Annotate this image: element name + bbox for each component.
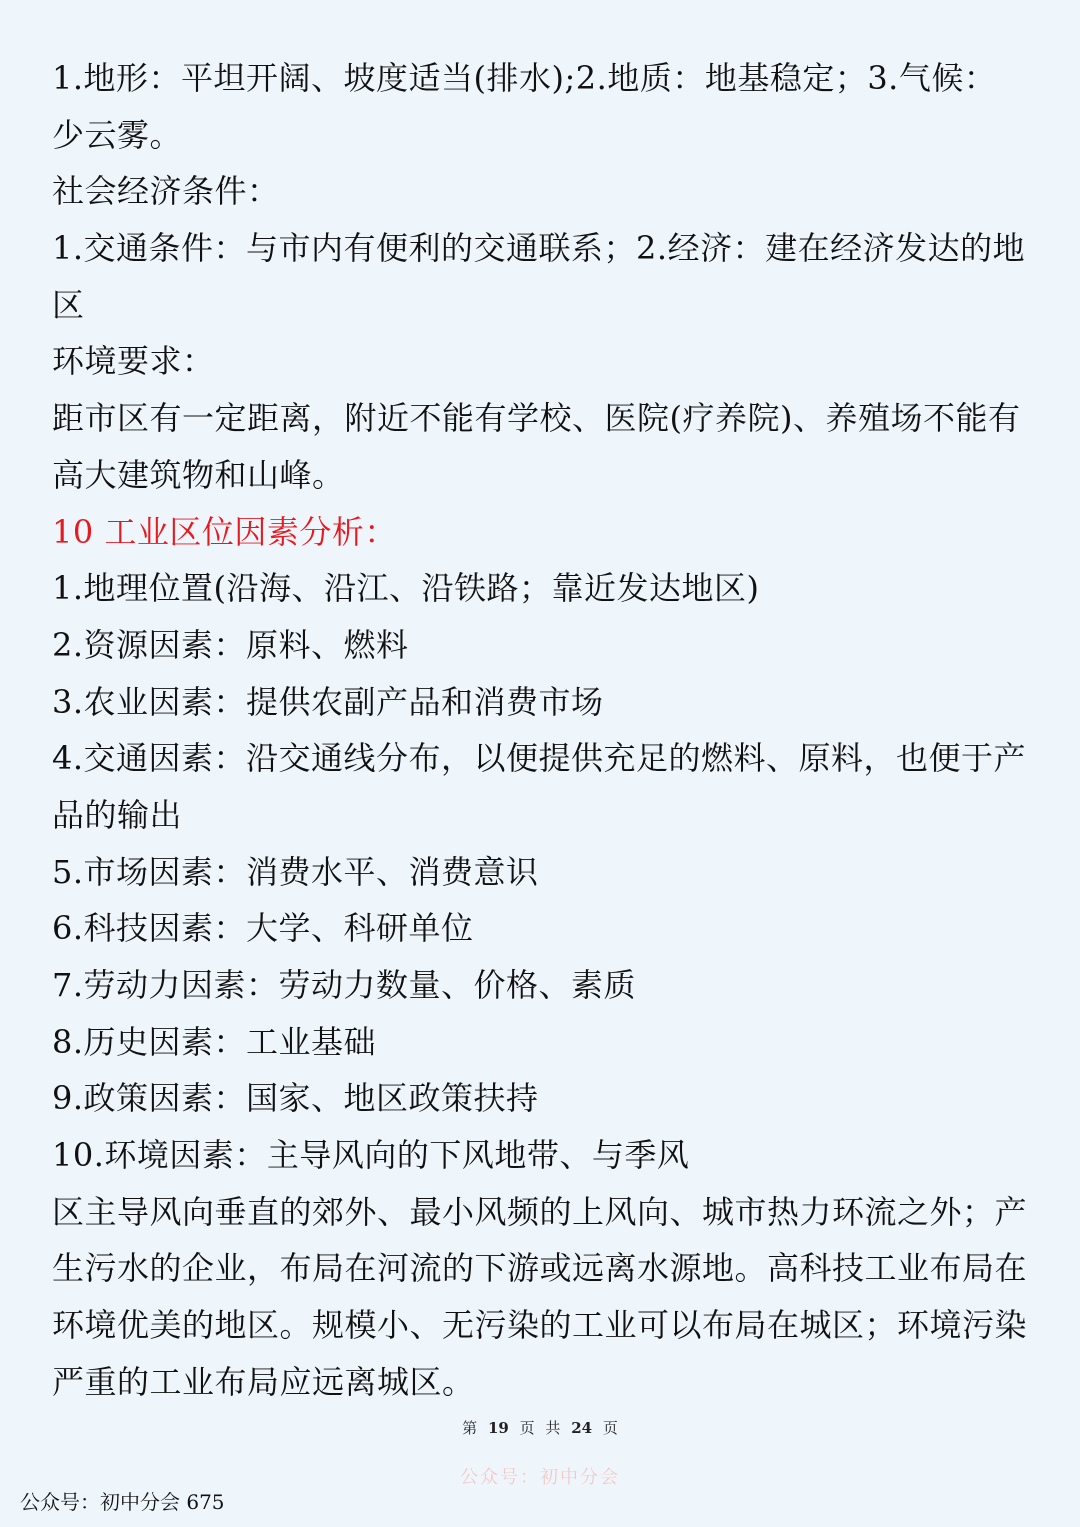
footer-prefix: 第 [462,1419,478,1437]
list-item: 2.资源因素：原料、燃料 [52,625,409,664]
list-item-continuation: 区主导风向垂直的郊外、最小风频的上风向、城市热力环流之外；产 [52,1192,1028,1231]
list-item-continuation: 环境优美的地区。规模小、无污染的工业可以布局在城区；环境污染 [52,1306,1028,1345]
list-item: 3.农业因素：提供农副产品和消费市场 [52,682,604,721]
document-body [52,50,1032,1411]
list-item: 7.劳动力因素：劳动力数量、价格、素质 [52,966,637,1004]
account-tag: 公众号：初中分会 675 [20,1490,225,1514]
text-line: 1.交通条件：与市内有便利的交通联系；2.经济：建在经济发达的地 [52,229,1026,268]
footer-suffix: 页 [602,1419,618,1437]
total-page-number: 24 [571,1419,593,1437]
list-item-continuation: 品的输出 [52,795,183,834]
text-line: 区 [52,285,85,324]
footer-page-word: 页 [519,1419,535,1437]
list-item: 4.交通因素：沿交通线分布，以便提供充足的燃料、原料，也便于产 [52,739,1027,778]
section-subheading: 社会经济条件： [52,172,280,211]
page-number-footer [0,1417,1080,1438]
list-item-continuation: 严重的工业布局应远离城区。 [52,1362,475,1401]
list-item: 10.环境因素：主导风向的下风地带、与季风 [52,1136,690,1175]
section-heading: 10 工业区位因素分析： [52,512,397,551]
text-line: 1.地形：平坦开阔、坡度适当(排水);2.地质：地基稳定；3.气候： [52,59,997,97]
section-subheading: 环境要求： [52,342,215,381]
list-item-continuation: 生污水的企业，布局在河流的下游或远离水源地。高科技工业布局在 [52,1249,1028,1288]
list-item: 1.地理位置(沿海、沿江、沿铁路；靠近发达地区) [52,569,760,608]
footer-total-word: 共 [545,1419,561,1437]
text-line: 高大建筑物和山峰。 [52,455,345,494]
list-item: 9.政策因素：国家、地区政策扶持 [52,1079,539,1118]
list-item: 8.历史因素：工业基础 [52,1022,377,1061]
list-item: 6.科技因素：大学、科研单位 [52,909,474,948]
text-line: 距市区有一定距离，附近不能有学校、医院(疗养院)、养殖场不能有 [52,399,1021,438]
text-line: 少云雾。 [52,115,183,154]
watermark: 公众号：初中分会 [460,1467,620,1488]
current-page-number: 19 [487,1419,509,1437]
list-item: 5.市场因素：消费水平、消费意识 [52,852,539,891]
